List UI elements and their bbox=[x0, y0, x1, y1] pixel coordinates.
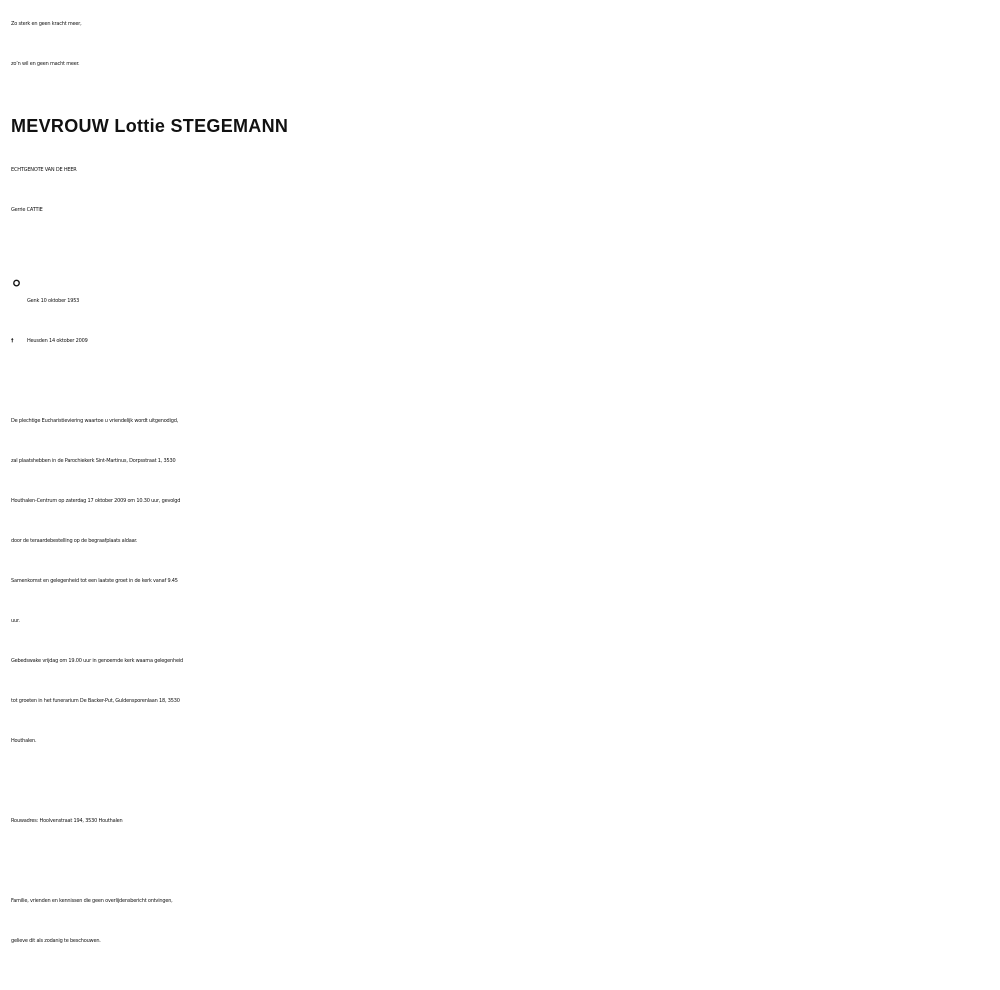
ceremony-line: De plechtige Eucharistieviering waartoe u vriendelijk wordt uitgenodigd, bbox=[11, 418, 179, 424]
ceremony-line: Houthalen-Centrum op zaterdag 17 oktober 2009 om 10.30 uur, gevolgd bbox=[11, 498, 181, 504]
birth-text: Genk 10 oktober 1953 bbox=[27, 298, 80, 304]
birth-line bbox=[11, 270, 996, 321]
ceremony-line: Samenkomst en gelegenheid tot een laatste groet in de kerk vanaf 9.45 bbox=[11, 578, 178, 584]
obituary-notice bbox=[11, 4, 996, 961]
spacer bbox=[11, 761, 996, 801]
ceremony-line: zal plaatshebben in de Parochiekerk Sint-Martinus, Dorpsstraat 1, 3530 bbox=[11, 458, 176, 464]
ceremony-line: tot groeten in het funerarium De Backer-Put, Guldensporenlaan 18, 3530 bbox=[11, 698, 180, 704]
spacer bbox=[11, 230, 996, 270]
mourning-address: Rouwadres: Hoolvenstraat 194, 3530 Houthalen bbox=[11, 818, 123, 824]
closing-paragraph bbox=[11, 881, 996, 961]
ceremony-line: Gebedswake vrijdag om 19.00 uur in genoemde kerk waarna gelegenheid bbox=[11, 658, 184, 664]
spacer bbox=[11, 361, 996, 401]
death-line bbox=[11, 321, 996, 361]
ceremony-line: Houthalen. bbox=[11, 738, 37, 744]
poem bbox=[11, 4, 996, 84]
closing-line: Familie, vrienden en kennissen die geen overlijdensbericht ontvingen, bbox=[11, 898, 173, 904]
ceremony-line: door de teraardebestelling op de begraafplaats aldaar. bbox=[11, 538, 138, 544]
poem-line: zo’n wil en geen macht meer. bbox=[11, 61, 80, 67]
closing-line: gelieve dit als zodanig te beschouwen. bbox=[11, 938, 101, 944]
cross-icon: † bbox=[11, 338, 14, 344]
birth-symbol-icon: ° bbox=[11, 277, 22, 302]
death-text: Heusden 14 oktober 2009 bbox=[27, 338, 88, 344]
ceremony-paragraph bbox=[11, 401, 996, 761]
spouse-name: Gerrie CATTIE bbox=[11, 207, 43, 213]
deceased-name: MEVROUW Lottie STEGEMANN bbox=[11, 116, 289, 136]
poem-line: Zo sterk en geen kracht meer, bbox=[11, 21, 82, 27]
ceremony-line: uur. bbox=[11, 618, 20, 624]
relation-text: ECHTGENOTE VAN DE HEER bbox=[11, 167, 77, 173]
spacer bbox=[11, 841, 996, 881]
